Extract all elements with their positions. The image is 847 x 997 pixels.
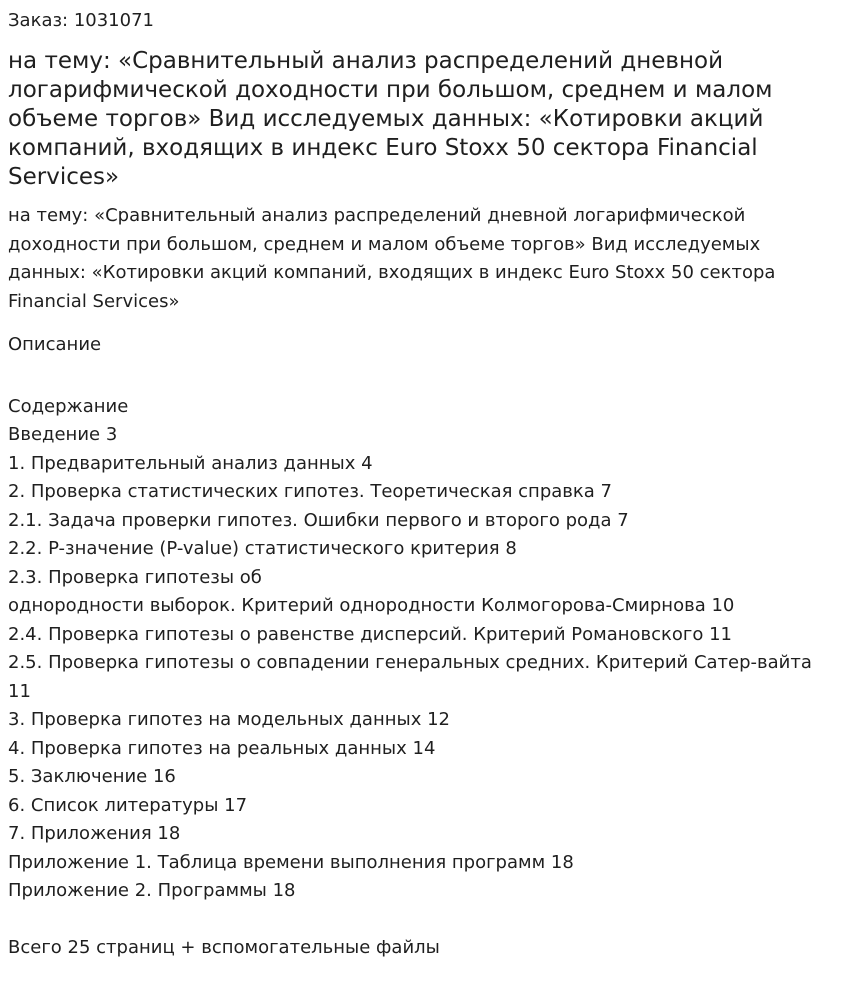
document-subtitle: на тему: «Сравнительный анализ распределений дневной логарифмической доходности при большом, среднем и малом объеме торгов» Вид исследуемых данных: «Котировки акций компаний, входящих в индекс Euro Stoxx 50 сектора Financial Services» — [8, 205, 776, 312]
section-spacer — [8, 360, 839, 393]
total-pages: Всего 25 страниц + вспомогательные файлы — [8, 937, 440, 958]
toc-item: Приложение 1. Таблица времени выполнения программ 18 — [8, 851, 574, 873]
toc-item: 7. Приложения 18 — [8, 823, 181, 844]
toc-item: однородности выборок. Критерий однородности Колмогорова-Смирнова 10 — [8, 595, 735, 616]
toc-item: 2. Проверка статистических гипотез. Теоретическая справка 7 — [8, 481, 612, 502]
toc-item: 4. Проверка гипотез на реальных данных 14 — [8, 737, 436, 759]
toc-item: Введение 3 — [8, 424, 118, 445]
toc-item: 2.3. Проверка гипотезы об — [8, 566, 262, 588]
toc-item: 2.5. Проверка гипотезы о совпадении генеральных средних. Критерий Сатер-вайта 11 — [8, 652, 812, 702]
toc-item: 1. Предварительный анализ данных 4 — [8, 452, 373, 474]
toc-item: 6. Список литературы 17 — [8, 794, 248, 816]
table-of-contents — [8, 421, 839, 906]
toc-item: 2.2. P-значение (P-value) статистического критерия 8 — [8, 538, 517, 559]
contents-heading: Содержание — [8, 395, 129, 417]
toc-item: Приложение 2. Программы 18 — [8, 880, 296, 901]
order-number: Заказ: 1031071 — [8, 10, 154, 31]
toc-item: 2.1. Задача проверки гипотез. Ошибки первого и второго рода 7 — [8, 509, 629, 531]
description-heading: Описание — [8, 334, 102, 355]
toc-item: 3. Проверка гипотез на модельных данных 12 — [8, 709, 450, 730]
blank-line — [8, 906, 839, 935]
toc-item: 5. Заключение 16 — [8, 766, 176, 787]
document-title: на тему: «Сравнительный анализ распределений дневной логарифмической доходности при большом, среднем и малом объеме торгов» Вид исследуемых данных: «Котировки акций компаний, входящих в индекс Euro Stoxx 50 сектора Financial Services» — [8, 48, 773, 190]
toc-item: 2.4. Проверка гипотезы о равенстве дисперсий. Критерий Романовского 11 — [8, 623, 732, 645]
